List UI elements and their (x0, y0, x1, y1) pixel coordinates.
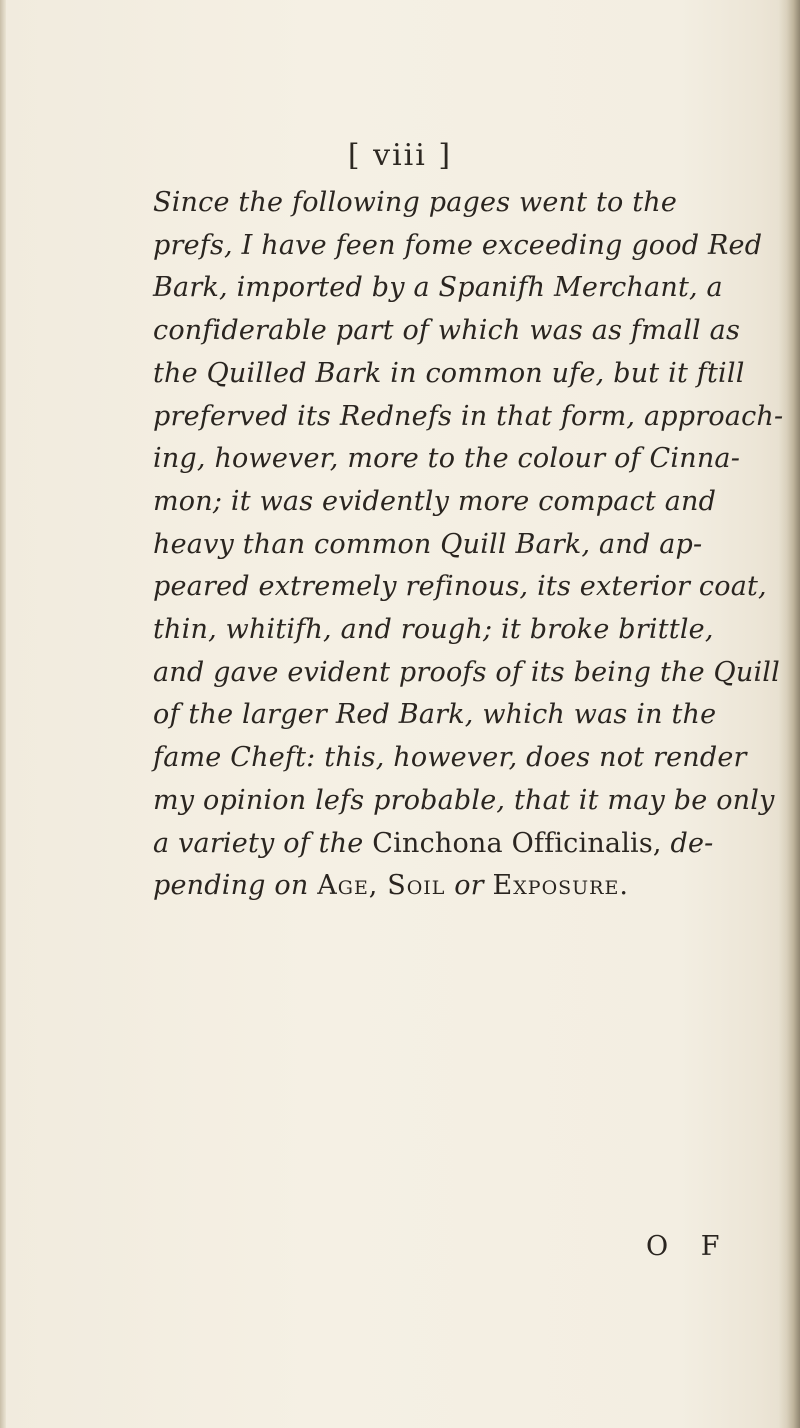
text-segment: Soil (387, 870, 446, 902)
text-line (153, 267, 743, 310)
text-segment: fame Cheft: this, however, does not render (153, 742, 747, 774)
text-segment: Age, (317, 870, 379, 902)
text-line (153, 780, 775, 823)
text-segment: Since the following pages went to the (153, 187, 678, 218)
text-segment: thin, whitifh, and rough; it broke brittle, (153, 614, 714, 646)
text-segment: Cinchona Officinalis, (372, 827, 662, 859)
text-segment: heavy than common Quill Bark, and ap- (153, 528, 703, 560)
text-segment: mon; it was evidently more compact and (153, 485, 717, 517)
text-segment (378, 870, 387, 901)
page-number: [ viii ] (347, 138, 453, 173)
catchword: O F (646, 1231, 732, 1262)
body-paragraph (153, 182, 784, 908)
text-line (153, 566, 767, 609)
text-segment: Exposure. (492, 870, 629, 902)
text-line (153, 353, 743, 396)
text-segment: a variety of the (153, 827, 373, 859)
text-segment: confiderable part of which was as fmall as (153, 315, 741, 347)
text-segment: and gave evident proofs of its being the Quill (153, 656, 780, 688)
text-segment: pending on (153, 870, 318, 902)
text-segment: prefs, I have feen fome exceeding good Red (153, 229, 763, 261)
text-segment: de- (661, 827, 714, 859)
text-line (153, 396, 784, 439)
text-line (153, 481, 743, 524)
text-segment: Bark, imported by a Spanifh Merchant, a (153, 272, 723, 304)
text-line (153, 524, 743, 567)
text-line (153, 182, 743, 225)
text-segment: ing, however, more to the colour of Cinna- (153, 443, 741, 475)
text-line (153, 694, 743, 737)
text-segment: peared extremely refinous, its exterior coat, (153, 571, 767, 603)
text-line (153, 438, 743, 481)
text-line (153, 865, 743, 908)
text-segment: my opinion lefs probable, that it may be only (153, 784, 775, 816)
text-line (153, 652, 780, 695)
text-segment: preferved its Rednefs in that form, approach- (153, 400, 784, 432)
text-segment: the Quilled Bark in common ufe, but it ftill (153, 357, 745, 389)
page-right-edge (778, 0, 800, 1428)
text-segment: of the larger Red Bark, which was in the (153, 699, 717, 731)
text-line (153, 225, 763, 268)
text-line (153, 310, 743, 353)
text-segment: or (445, 870, 493, 902)
text-line (153, 609, 743, 652)
text-line (153, 823, 743, 866)
page-left-edge (0, 0, 6, 1428)
text-line (153, 737, 747, 780)
